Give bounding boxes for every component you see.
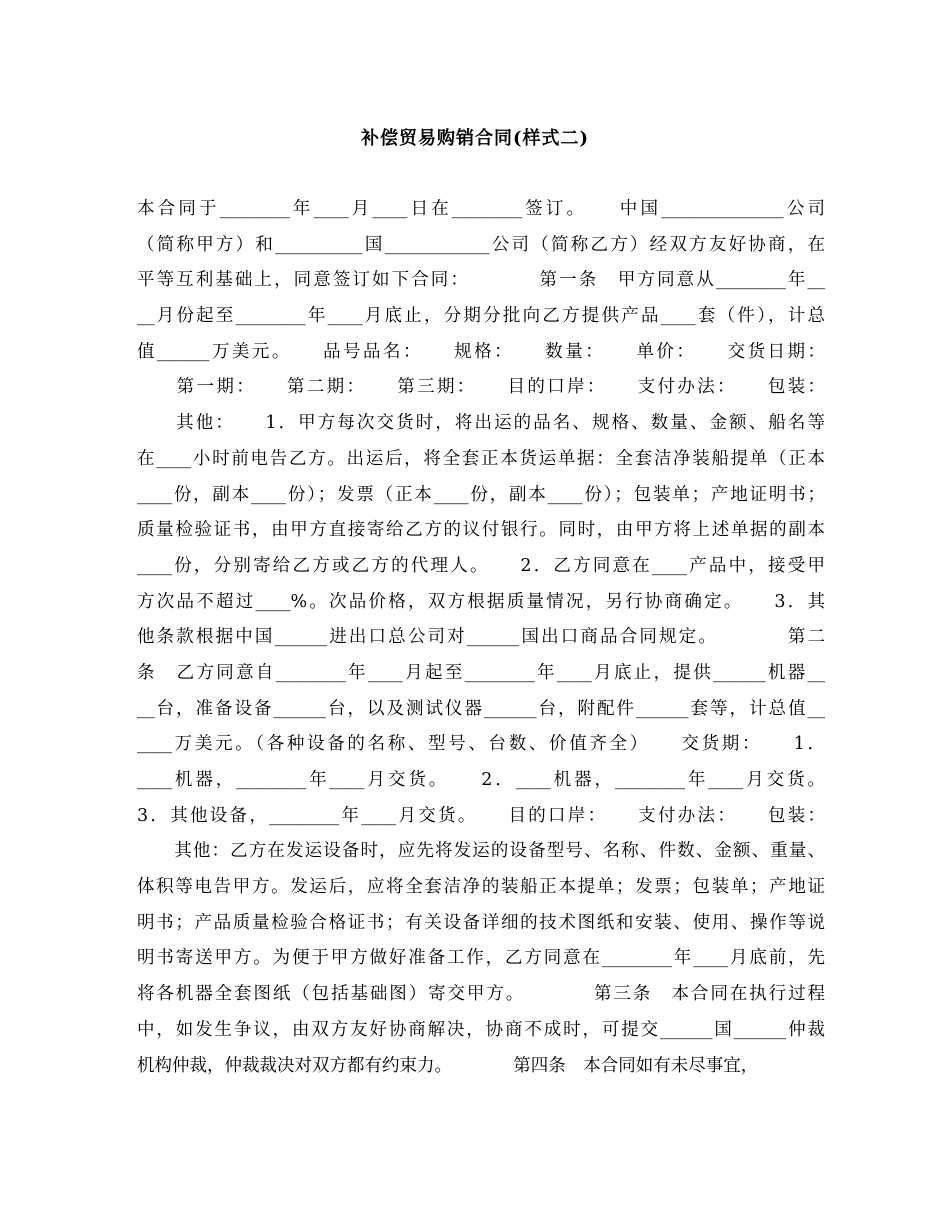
document-title: 补偿贸易购销合同(样式二): [360, 128, 590, 149]
body-line: __台，准备设备______台，以及测试仪器______台，附配件______套等，计总值__: [137, 698, 825, 719]
body-line: ____份，分别寄给乙方或乙方的代理人。 2．乙方同意在____产品中，接受甲: [137, 555, 825, 576]
contract-body: [137, 192, 825, 1084]
body-line: 平等互利基础上，同意签订如下合同： 第一条 甲方同意从________年__: [137, 270, 825, 291]
body-line: 他条款根据中国______进出口总公司对______国出口商品合同规定。 第二: [137, 627, 825, 648]
body-line: 其他：乙方在发运设备时，应先将发运的设备型号、名称、件数、金额、重量、: [137, 841, 825, 862]
body-line: 在____小时前电告乙方。出运后，将全套正本货运单据：全套洁净装船提单（正本: [137, 448, 825, 469]
body-line: 机构仲裁，仲裁裁决对双方都有约束力。 第四条 本合同如有未尽事宜，: [137, 1055, 759, 1076]
body-line: 其他： 1．甲方每次交货时，将出运的品名、规格、数量、金额、船名等: [137, 413, 825, 434]
body-line: 明书；产品质量检验合格证书；有关设备详细的技术图纸和安装、使用、操作等说: [137, 912, 825, 933]
body-line: 第一期： 第二期： 第三期： 目的口岸： 支付办法： 包装：: [137, 377, 825, 398]
body-line: ____万美元。（各种设备的名称、型号、台数、价值齐全） 交货期： 1．: [137, 734, 825, 755]
body-line: 3．其他设备，________年____月交货。 目的口岸： 支付办法： 包装：: [137, 805, 825, 826]
body-line: 值______万美元。 品号品名： 规格： 数量： 单价： 交货日期：: [137, 341, 825, 362]
body-line: 体积等电告甲方。发运后，应将全套洁净的装船正本提单；发票；包装单；产地证: [137, 877, 825, 898]
body-line: 将各机器全套图纸（包括基础图）寄交甲方。 第三条 本合同在执行过程: [137, 984, 825, 1005]
body-line: 条 乙方同意自________年____月起至________年____月底止，提供______机器__: [137, 662, 825, 683]
body-line: （简称甲方）和__________国____________公司（简称乙方）经双方友好协商，在: [137, 234, 825, 255]
body-line: 质量检验证书，由甲方直接寄给乙方的议付银行。同时，由甲方将上述单据的副本: [137, 520, 825, 541]
body-line: ____份，副本____份）；发票（正本____份，副本____份）；包装单；产地证明书；: [137, 484, 825, 505]
body-line: __月份起至________年____月底止，分期分批向乙方提供产品____套（件），计总: [137, 306, 825, 327]
body-line: 中，如发生争议，由双方友好协商解决，协商不成时，可提交______国______仲裁: [137, 1019, 825, 1040]
body-line: 明书寄送甲方。为便于甲方做好准备工作，乙方同意在________年____月底前，先: [137, 948, 825, 969]
body-line: ____机器，________年____月交货。 2．____机器，________年____月交货。: [137, 770, 825, 790]
body-line: 本合同于________年____月____日在________签订。 中国______________公司: [137, 199, 825, 219]
body-line: 方次品不超过____%。次品价格，双方根据质量情况，另行协商确定。 3．其: [137, 591, 825, 612]
